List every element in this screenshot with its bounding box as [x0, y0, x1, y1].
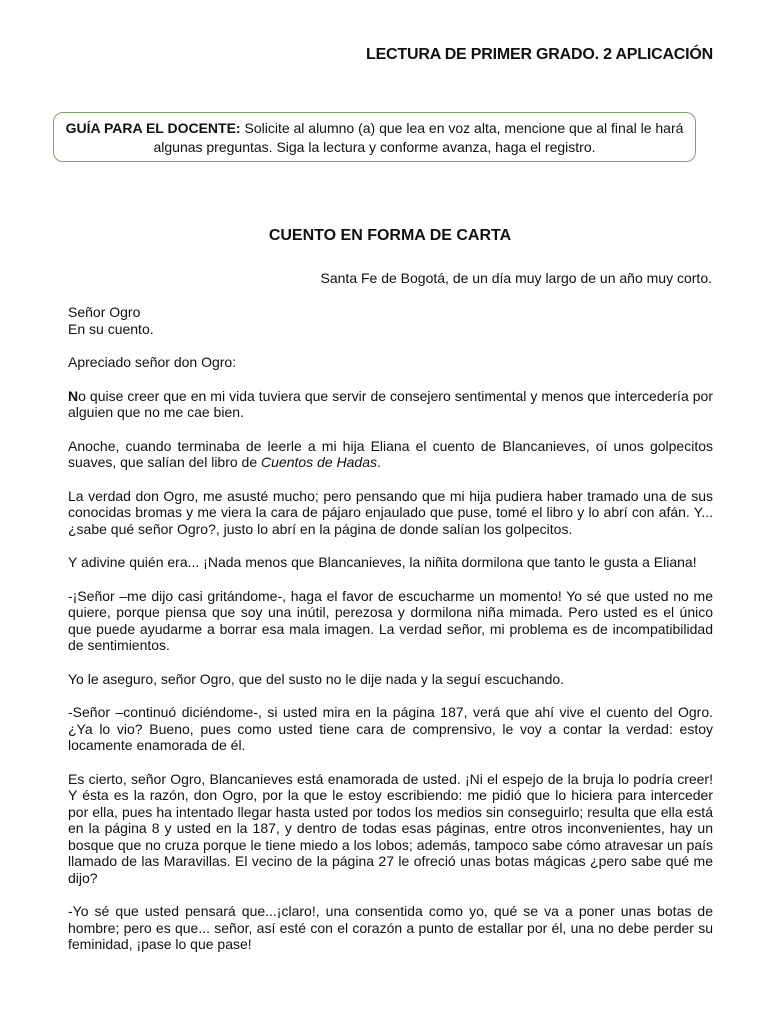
paragraph-1 [68, 388, 713, 421]
story-title: CUENTO EN FORMA DE CARTA [268, 227, 512, 244]
paragraph-9: -Yo sé que usted pensará que...¡claro!, una consentida como yo, qué se va a poner unas botas de hombre; pero es que... señor, así esté con el corazón a punto de estallar por él, una no debe perder su feminidad, ¡pase lo que pase! [68, 903, 713, 952]
paragraph-2-end: . [376, 454, 381, 470]
paragraph-6: Yo le aseguro, señor Ogro, que del susto no le dije nada y la seguí escuchando. [68, 670, 565, 687]
paragraph-5: -¡Señor –me dijo casi gritándome-, haga el favor de escucharme un momento! Yo sé que usted no me quiere, porque piensa que soy una inútil, perezosa y dormilona niña mimada. Pero usted es el único que puede ayudarme a borrar esa mala imagen. La verdad señor, mi problema es de incompatibilidad de sentimientos. [68, 587, 713, 653]
book-title: Cuentos de Hadas [261, 454, 377, 470]
teacher-guide-text: Solicite al alumno (a) que lea en voz alta, mencione que al final le hará algunas preguntas. Siga la lectura y conforme avanza, haga el registro. [153, 120, 684, 155]
letter-place-date: Santa Fe de Bogotá, de un día muy largo de un año muy corto. [320, 270, 712, 286]
salutation: Apreciado señor don Ogro: [68, 354, 237, 370]
paragraph-4: Y adivine quién era... ¡Nada menos que Blancanieves, la niñita dormilona que tanto le gusta a Eliana! [68, 554, 697, 570]
recipient-line-1: Señor Ogro [68, 304, 141, 320]
paragraph-8: Es cierto, señor Ogro, Blancanieves está enamorada de usted. ¡Ni el espejo de la bruja lo podría creer! Y ésta es la razón, don Ogro, por la que le estoy escribiendo: me pidió que lo hiciera para interceder por ella, pues ha intentado llegar hasta usted por todos los medios sin conseguirlo; resulta que ella está en la página 8 y usted en la 187, y dentro de todas esas páginas, entre otros inconvenientes, hay un bosque que no cruza porque le tiene miedo a los lobos; además, tampoco sabe cómo atravesar un país llamado de las Maravillas. El vecino de la página 27 le ofreció unas botas mágicas ¿pero sabe qué me dijo? [68, 770, 713, 886]
letter-body [68, 304, 713, 970]
paragraph-3: La verdad don Ogro, me asusté mucho; pero pensando que mi hija pudiera haber tramado una de sus conocidas bromas y me viera la cara de pájaro enjaulado que puse, tomé el libro y lo abrí con afán. Y... ¿sabe qué señor Ogro?, justo lo abrí en la página de donde salían los golpecitos. [68, 487, 713, 537]
recipient-line-2: En su cuento. [68, 320, 154, 337]
paragraph-2 [68, 438, 713, 471]
paragraph-1-text: o quise creer que en mi vida tuviera que servir de consejero sentimental y menos que intercedería por alguien que no me cae bien. [68, 387, 713, 420]
paragraph-1-initial: N [68, 387, 79, 404]
paragraph-7: -Señor –continuó diciéndome-, si usted mira en la página 187, verá que ahí vive el cuento del Ogro. ¿Ya lo vio? Bueno, pues como usted tiene cara de comprensivo, le voy a contar la verdad: estoy locamente enamorada de él. [68, 704, 713, 753]
paragraph-2-text: Anoche, cuando terminaba de leerle a mi hija Eliana el cuento de Blancanieves, oí unos golpecitos suaves, que salían del libro de [68, 437, 713, 470]
teacher-guide-label: GUÍA PARA EL DOCENTE: [65, 120, 241, 136]
teacher-guide-box [53, 112, 696, 162]
page-title: LECTURA DE PRIMER GRADO. 2 APLICACIÓN [366, 46, 713, 63]
